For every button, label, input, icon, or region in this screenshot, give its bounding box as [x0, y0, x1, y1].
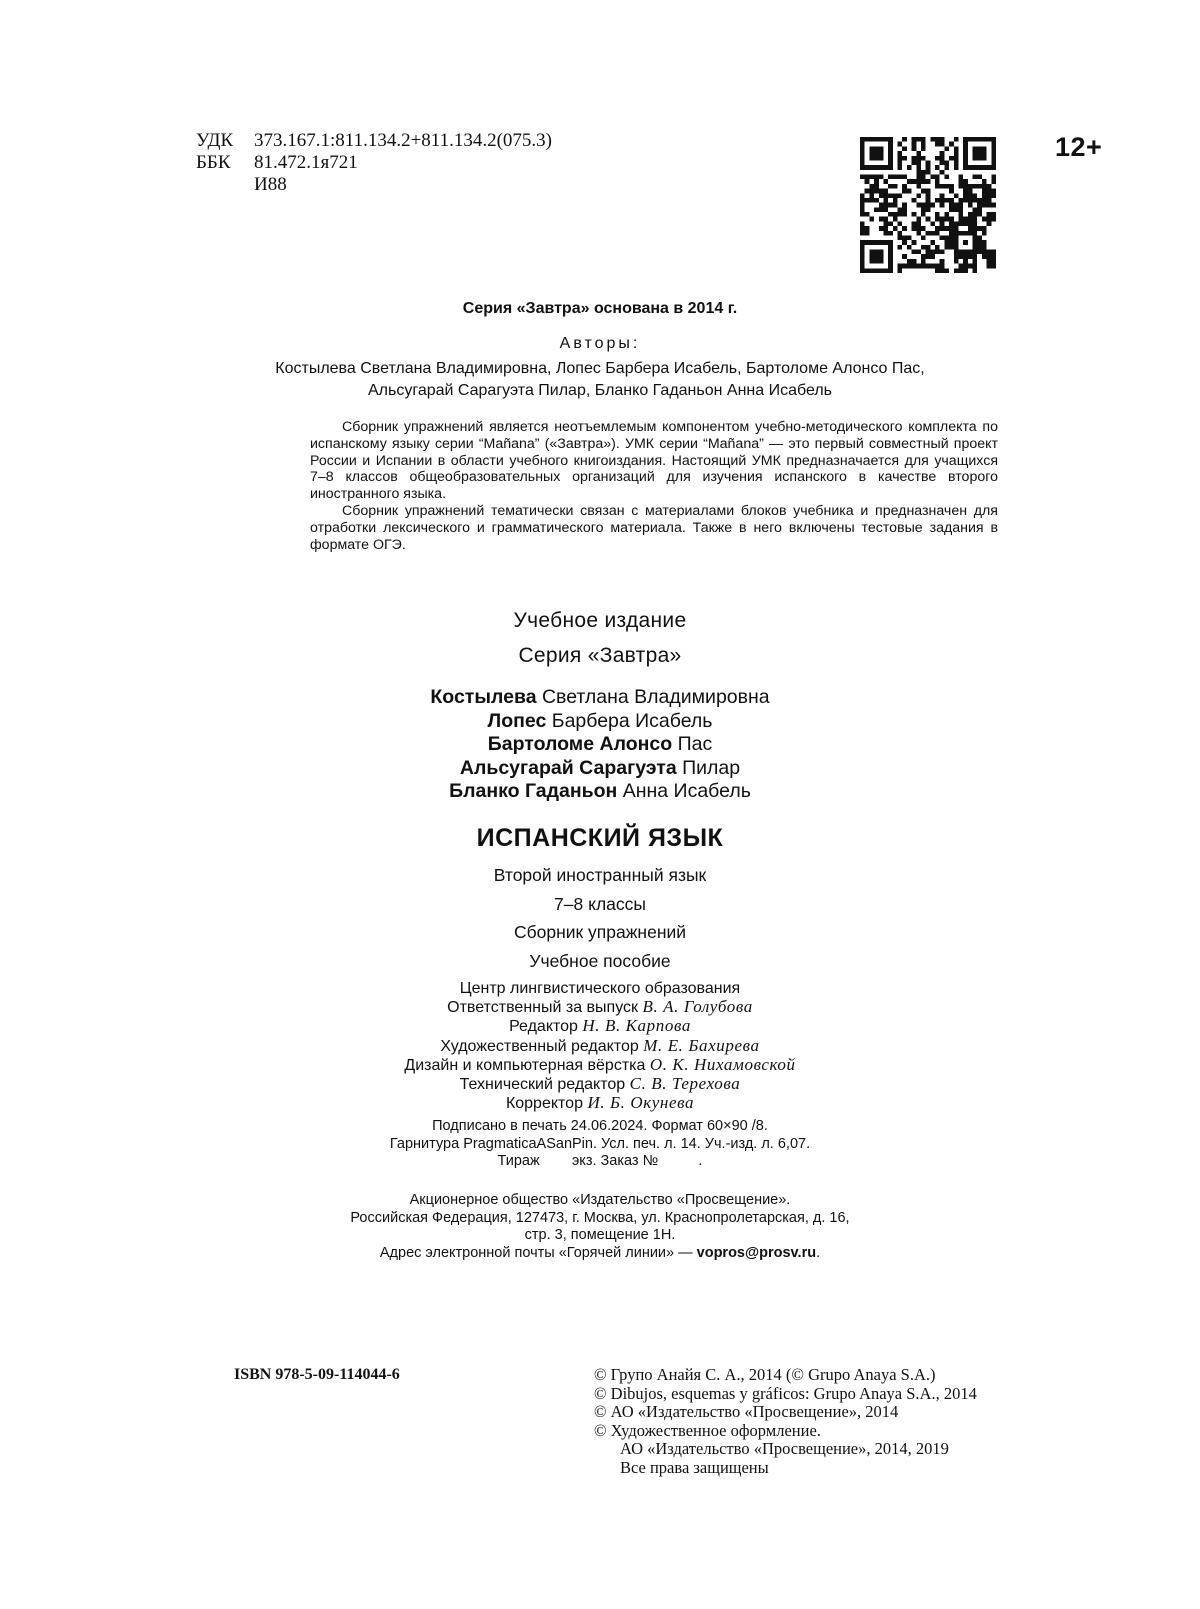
author-name-3 [0, 733, 1200, 757]
author-name-1 [0, 686, 1200, 710]
author-given-name: Пилар [682, 756, 741, 779]
book-title: ИСПАНСКИЙ ЯЗЫК [476, 824, 724, 852]
author-name-2 [0, 710, 1200, 734]
credits-center: Центр лингвистического образования [459, 980, 741, 997]
copyright-line-6: Все права защищены [620, 1457, 769, 1477]
credits-art-editor: Художественный редактор М. Е. Бахирева [440, 1035, 760, 1055]
credits-tech-editor: Технический редактор С. В. Терехова [459, 1074, 741, 1094]
udk-label: УДК [196, 130, 234, 151]
publisher-line-2: Российская Федерация, 127473, г. Москва, ул. Краснопролетарская, д. 16, [350, 1209, 850, 1226]
age-rating: 12+ [1055, 132, 1103, 162]
credits-responsible: Ответственный за выпуск В. А. Голубова [447, 997, 753, 1017]
bbk-label: ББК [196, 152, 231, 173]
udk-value: 373.167.1:811.134.2+811.134.2(075.3) [254, 130, 552, 151]
udk-row [196, 130, 552, 152]
author-given-name: Светлана Владимировна [541, 686, 770, 708]
author-name-4 [0, 757, 1200, 781]
edition-type: Учебное издание [513, 609, 687, 632]
copyright-line-5: АО «Издательство «Просвещение», 2014, 2019 [620, 1439, 949, 1459]
publisher-line-1: Акционерное общество «Издательство «Просвещение». [409, 1192, 791, 1208]
print-info [0, 1118, 1200, 1171]
print-info-line-2: Гарнитура PragmaticaASanPin. Усл. печ. л. 14. Уч.-изд. л. 6,07. [389, 1135, 811, 1152]
author-given-name: Барбера Исабель [551, 709, 713, 732]
author-mark: И88 [254, 174, 287, 195]
qr-code [860, 137, 996, 273]
annotation-paragraph-2: Сборник упражнений тематически связан с материалами блоков учебника и предназначен для отработки лексического и грамматического материала. Также в него включены тестовые задания в формате ОГЭ. [310, 502, 998, 553]
email-suffix: . [816, 1245, 821, 1261]
bbk-row [196, 152, 552, 174]
publisher-info [0, 1192, 1200, 1245]
email-address[interactable]: vopros@prosv.ru [696, 1245, 817, 1261]
print-info-line-1: Подписано в печать 24.06.2024. Формат 60×90 /8. [432, 1118, 768, 1134]
author-surname: Альсугарай Сарагуэта [459, 756, 677, 779]
subtitle-type: Сборник упражнений [513, 922, 687, 942]
copyrights [594, 1366, 977, 1478]
classification-codes [196, 130, 552, 196]
author-mark-row [196, 174, 552, 196]
credits [0, 980, 1200, 1113]
subtitle-language: Второй иностранный язык [493, 865, 707, 885]
author-surname: Бартоломе Алонсо [487, 733, 673, 755]
author-surname: Лопес [487, 709, 547, 732]
authors-list [0, 358, 1200, 402]
copyright-line-1: © Групо Анайя С. А., 2014 (© Grupo Anaya S.A.) [594, 1365, 936, 1384]
authors-label: Авторы: [559, 335, 641, 352]
authors-line-2: Альсугарай Сарагуэта Пилар, Бланко Гаданьон Анна Исабель [367, 382, 833, 399]
author-name-5 [0, 780, 1200, 804]
author-names [0, 686, 1200, 804]
copyright-line-4: © Художественное оформление. [594, 1420, 821, 1440]
print-info-line-3: Тираж экз. Заказ № . [497, 1153, 703, 1169]
annotation-paragraph-1: Сборник упражнений является неотъемлемым компонентом учебно-методического комплекта по испанскому языку серии “Mañana” («Завтра»). УМК серии “Mañana” — это первый совместный проект России и Испании в области учебного книгоиздания. Настоящий УМК предназначается для учащихся 7–8 классов общеобразовательных организаций для изучения испанского в качестве второго иностранного языка. [310, 419, 998, 503]
hotline-email [0, 1245, 1200, 1261]
authors-line-1: Костылева Светлана Владимировна, Лопес Барбера Исабель, Бартоломе Алонсо Пас, [275, 360, 925, 377]
author-surname: Костылева [430, 686, 537, 708]
author-given-name: Анна Исабель [622, 780, 751, 802]
author-surname: Бланко Гаданьон [449, 780, 618, 802]
edition-series: Серия «Завтра» [518, 644, 682, 667]
email-prefix: Адрес электронной почты «Горячей линии» — [379, 1245, 697, 1261]
credits-editor: Редактор Н. В. Карпова [509, 1016, 691, 1036]
credits-design: Дизайн и компьютерная вёрстка О. К. Нихамовской [404, 1054, 796, 1074]
subtitle-purpose: Учебное пособие [529, 951, 671, 971]
annotation [310, 419, 998, 553]
series-founded-note: Серия «Завтра» основана в 2014 г. [462, 300, 738, 317]
author-given-name: Пас [677, 733, 713, 755]
bbk-value: 81.472.1я721 [254, 152, 358, 173]
isbn: ISBN 978-5-09-114044-6 [234, 1366, 400, 1383]
subtitle-grades: 7–8 классы [554, 894, 646, 914]
publisher-line-3: стр. 3, помещение 1Н. [524, 1227, 676, 1243]
copyright-line-3: © АО «Издательство «Просвещение», 2014 [594, 1402, 899, 1422]
copyright-line-2: © Dibujos, esquemas y gráficos: Grupo Anaya S.A., 2014 [594, 1383, 977, 1403]
credits-proofreader: Корректор И. Б. Окунева [505, 1093, 695, 1113]
